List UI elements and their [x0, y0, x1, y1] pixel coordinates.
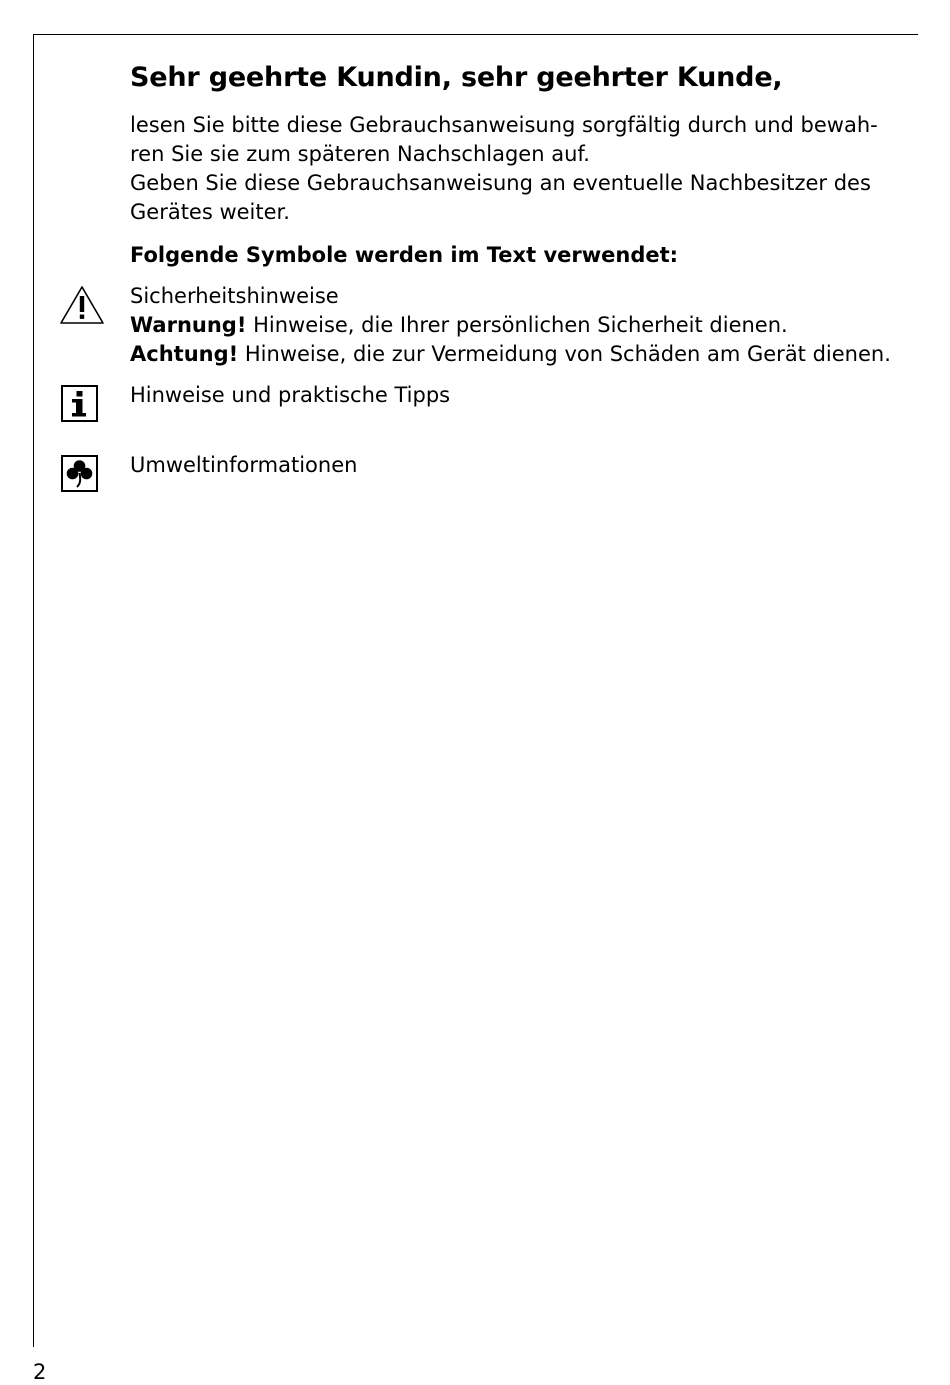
tips-title: Hinweise und praktische Tipps — [130, 383, 451, 407]
warning-triangle-icon — [59, 285, 105, 325]
safety-title: Sicherheitshinweise — [130, 284, 339, 308]
warning-label: Warnung! — [130, 313, 247, 337]
caution-text: Hinweise, die zur Vermeidung von Schäden am Gerät dienen. — [238, 342, 891, 366]
page-heading: Sehr geehrte Kundin, sehr geehrter Kunde, — [130, 62, 783, 93]
environment-title: Umweltinformationen — [130, 453, 358, 477]
caution-line — [130, 340, 891, 369]
page-number: 2 — [33, 1360, 47, 1384]
cloverleaf-icon — [61, 455, 98, 492]
left-rule — [33, 34, 34, 1347]
intro-line: Geben Sie diese Gebrauchsanweisung an eventuelle Nachbesitzer des — [130, 171, 871, 195]
warning-line — [130, 311, 891, 340]
caution-label: Achtung! — [130, 342, 239, 366]
intro-line: ren Sie sie zum späteren Nachschlagen auf. — [130, 142, 590, 166]
warning-text: Hinweise, die Ihrer persönlichen Sicherheit dienen. — [246, 313, 788, 337]
top-rule — [33, 34, 918, 35]
safety-notes — [130, 282, 891, 369]
info-icon — [61, 385, 98, 422]
intro-line: Gerätes weiter. — [130, 200, 290, 224]
intro-paragraph — [130, 111, 878, 227]
symbols-heading: Folgende Symbole werden im Text verwendet: — [130, 243, 679, 267]
intro-line: lesen Sie bitte diese Gebrauchsanweisung sorgfältig durch und bewah- — [130, 113, 878, 137]
